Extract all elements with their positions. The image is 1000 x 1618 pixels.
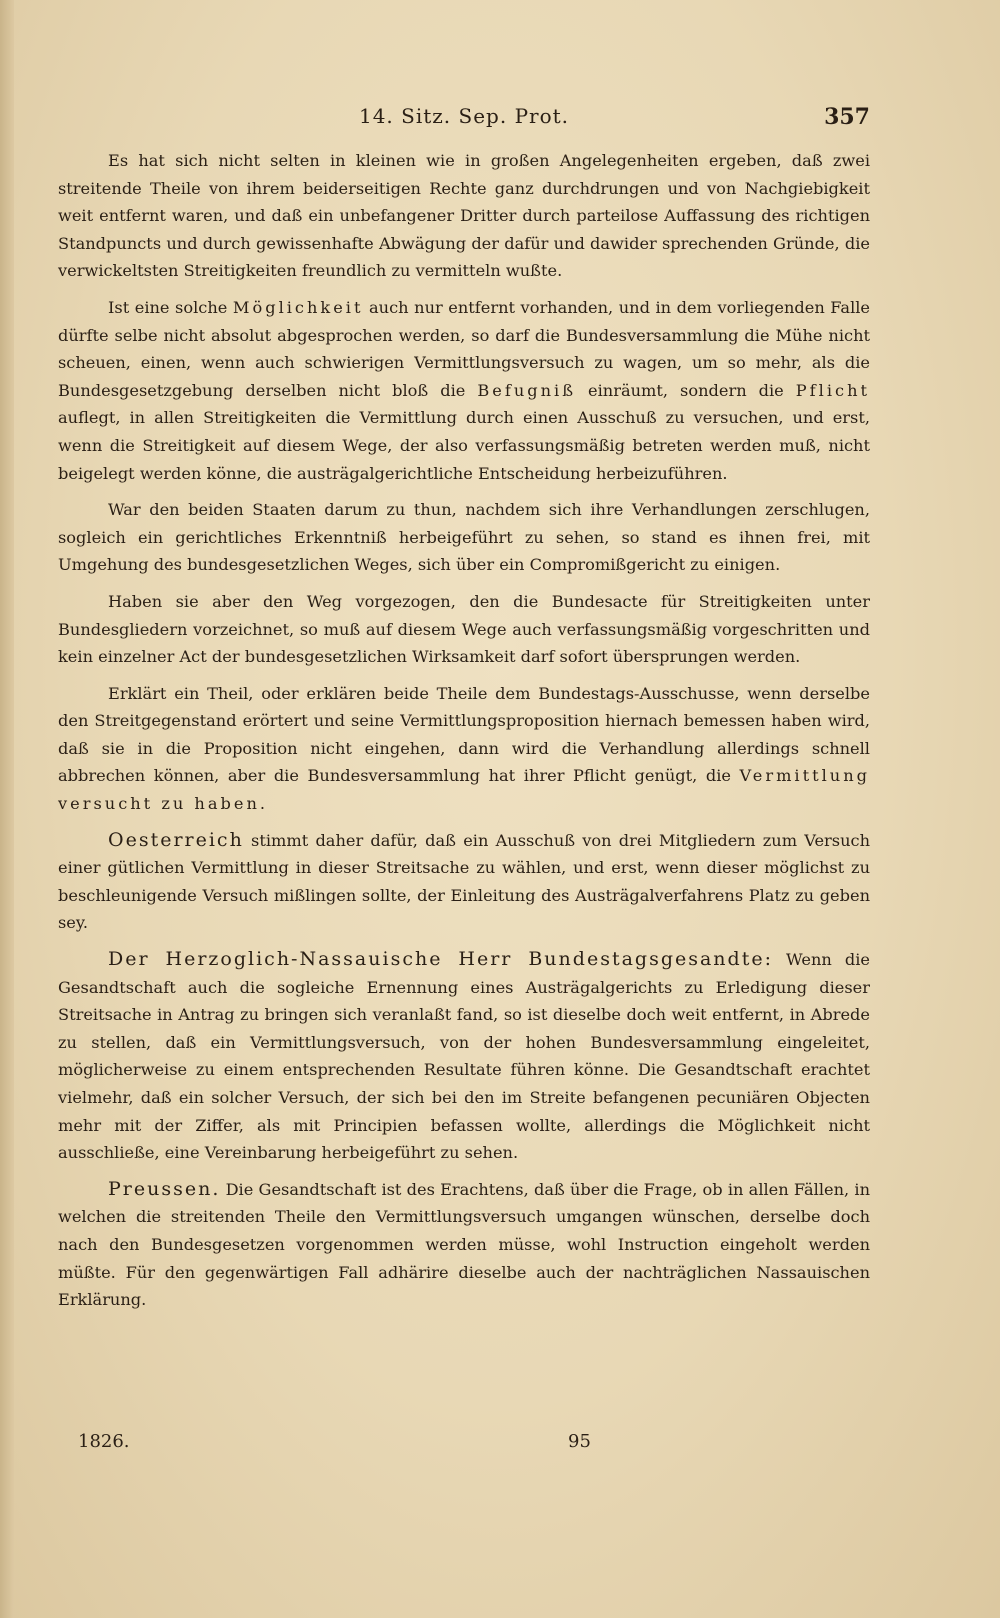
footer-signature: 95 xyxy=(568,1431,591,1452)
page-gutter xyxy=(0,0,14,1618)
paragraph-2 xyxy=(58,294,870,487)
paragraph-5 xyxy=(58,680,870,818)
page-number: 357 xyxy=(824,104,870,130)
paragraph-2-text-c: einräumt, sondern die xyxy=(576,380,796,400)
paragraph-3 xyxy=(58,496,870,579)
paragraph-6 xyxy=(58,827,870,937)
footer-year: 1826. xyxy=(78,1431,130,1452)
paragraph-4 xyxy=(58,588,870,671)
emphasis-befugniss: Befugniß xyxy=(477,380,577,400)
emphasis-vermittlung: Vermittlung versucht zu haben. xyxy=(58,766,870,814)
body-text xyxy=(58,147,870,1314)
speaker-oesterreich: Oesterreich xyxy=(108,828,244,851)
paragraph-2-text-b: auch nur entfernt vorhanden, und in dem vorliegenden Falle dürfte selbe nicht absolut abgesprochen werden, so darf die Bundesversammlung die Mühe nicht scheuen, einen, wenn auch schwierigen Vermittlungsversuch zu wagen, um so mehr, als die Bundesgesetzgebung derselben nicht bloß die xyxy=(58,297,870,400)
emphasis-pflicht: Pflicht xyxy=(795,380,870,400)
paragraph-7-text: Wenn die Gesandtschaft auch die sogleiche Ernennung eines Austrägalgerichts zu Erledigung dieser Streitsache in Antrag zu bringen sich veranlaßt fand, so ist dieselbe doch weit entfernt, in Abrede zu stellen, daß ein Vermittlungsversuch, von der hohen Bundesversammlung eingeleitet, möglicherweise zu einem entsprechenden Resultate führen könne. Die Gesandtschaft erachtet vielmehr, daß ein solcher Versuch, der sich bei den im Streite befangenen pecuniären Objecten mehr mit der Ziffer, als mit Principien befassen wollte, allerdings die Möglichkeit nicht ausschließe, eine Vereinbarung herbeigeführt zu sehen. xyxy=(58,950,870,1163)
paragraph-2-text-d: auflegt, in allen Streitigkeiten die Vermittlung durch einen Ausschuß zu versuchen, und erst, wenn die Streitigkeit auf diesem Wege, der also verfassungsmäßig betreten werden muß, nicht beigelegt werden könne, die austrägalgerichtliche Entscheidung herbeizuführen. xyxy=(58,408,870,483)
paragraph-8 xyxy=(58,1176,870,1314)
paragraph-2-text-a: Ist eine solche xyxy=(108,297,233,317)
running-head: 14. Sitz. Sep. Prot. xyxy=(358,104,570,128)
speaker-preussen: Preussen. xyxy=(108,1177,221,1200)
paragraph-8-text: Die Gesandtschaft ist des Erachtens, daß über die Frage, ob in allen Fällen, in welchen die streitenden Theile den Vermittlungsversuch umgangen wünschen, derselbe doch nach den Bundesgesetzen vorgenommen werden müsse, wohl Instruction eingeholt werden müßte. Für den gegenwärtigen Fall adhärire dieselbe auch der nachträglichen Nassauischen Erklärung. xyxy=(58,1179,870,1310)
paragraph-6-text: stimmt daher dafür, daß ein Ausschuß von drei Mitgliedern zum Versuch einer gütlichen Vermittlung in dieser Streitsache zu wählen, und erst, wenn dieser möglichst zu beschleunigende Versuch mißlingen sollte, der Einleitung des Austrägalverfahrens Platz zu geben sey. xyxy=(58,830,870,933)
paragraph-7 xyxy=(58,946,870,1167)
speaker-nassau: Der Herzoglich-Nassauische Herr Bundestagsgesandte: xyxy=(108,948,773,971)
paragraph-1 xyxy=(58,147,870,285)
paragraph-5-text: Erklärt ein Theil, oder erklären beide Theile dem Bundestags-Ausschusse, wenn derselbe den Streitgegenstand erörtert und seine Vermittlungsproposition hiernach bemessen haben wird, daß sie in die Proposition nicht eingehen, dann wird die Verhandlung allerdings schnell abbrechen können, aber die Bundesversammlung hat ihrer Pflicht genügt, die xyxy=(58,683,870,786)
paragraph-3-text: War den beiden Staaten darum zu thun, nachdem sich ihre Verhandlungen zerschlugen, sogleich ein gerichtliches Erkenntniß herbeigeführt zu sehen, so stand es ihnen frei, mit Umgehung des bundesgesetzlichen Weges, sich über ein Compromißgericht zu einigen. xyxy=(58,500,870,575)
paragraph-1-text: Es hat sich nicht selten in kleinen wie in großen Angelegenheiten ergeben, daß zwei streitende Theile von ihrem beiderseitigen Rechte ganz durchdrungen und von Nachgiebigkeit weit entfernt waren, und daß ein unbefangener Dritter durch parteilose Auffassung des richtigen Standpuncts und durch gewissenhafte Abwägung der dafür und dawider sprechenden Gründe, die verwickeltsten Streitigkeiten freundlich zu vermitteln wußte. xyxy=(58,151,870,281)
paragraph-4-text: Haben sie aber den Weg vorgezogen, den die Bundesacte für Streitigkeiten unter Bundesgliedern vorzeichnet, so muß auf diesem Wege auch verfassungsmäßig vorgeschritten und kein einzelner Act der bundesgesetzlichen Wirksamkeit darf sofort übersprungen werden. xyxy=(58,591,870,667)
emphasis-moeglichkeit: Möglichkeit xyxy=(232,297,364,317)
page-header xyxy=(58,104,870,138)
page-footer xyxy=(78,1431,798,1459)
